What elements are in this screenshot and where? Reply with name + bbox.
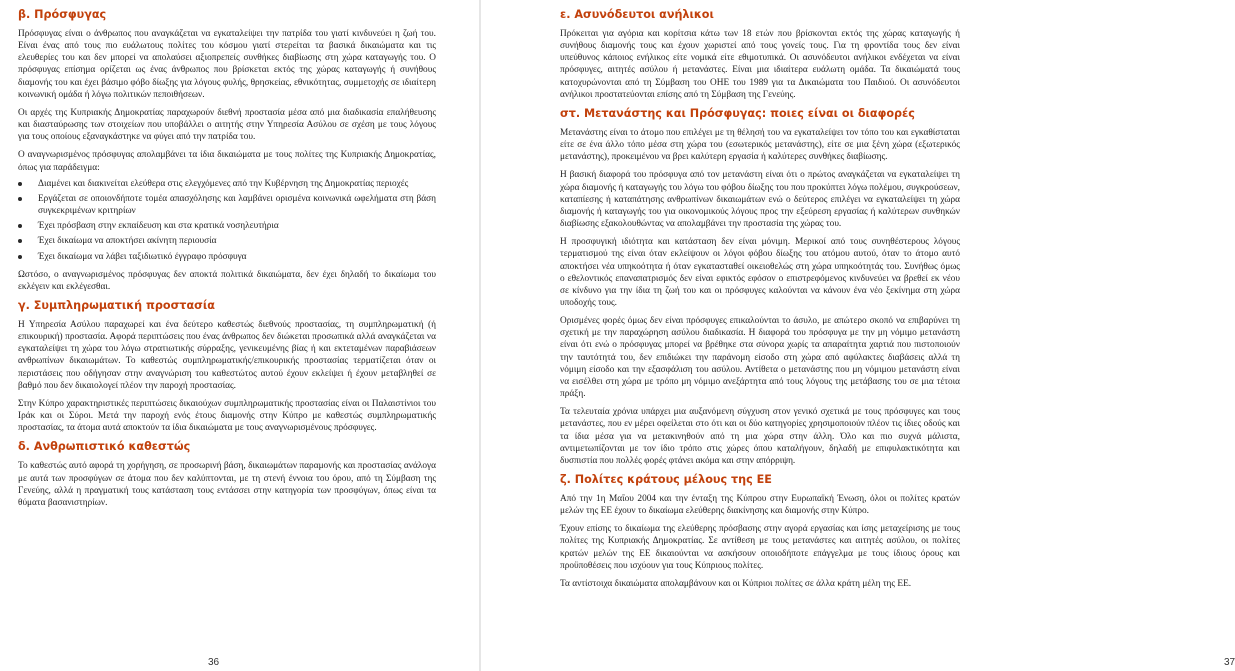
bullet-icon <box>18 182 22 186</box>
paragraph: Έχουν επίσης το δικαίωμα της ελεύθερης πρόσβασης στην αγορά εργασίας και ίσης μεταχείρισης με τους πολίτες της Κυπριακής Δημοκρατίας. Σε αντίθεση με τους μετανάστες και αιτητές ασύλου, οι πολίτες κρατών μελών της ΕΕ δικαιούνται να ασκήσουν οποιοδήποτε επάγγελμα με τους ίδιους όρους και προϋποθέσεις που ισχύουν για τους Κύπριους πολίτες. <box>560 524 960 571</box>
list-item-text: Εργάζεται σε οποιονδήποτε τομέα απασχόλησης και λαμβάνει ορισμένα κοινωνικά ωφελήματα στη βάση συγκεκριμένων κριτηρίων <box>38 193 436 217</box>
heading-humanitarian-status: δ. Ανθρωπιστικό καθεστώς <box>18 440 191 454</box>
paragraph: Στην Κύπρο χαρακτηριστικές περιπτώσεις δικαιούχων συμπληρωματικής προστασίας είναι οι Παλαιστίνιοι του Ιράκ και οι Σύροι. Μετά την παροχή ενός έτους διαμονής στην Κύπρο με καθεστώς συμπληρωματικής προστασίας, τα άτομα αυτά αποκτούν τα ίδια δικαιώματα με τους αναγνωρισμένους πρόσφυγες. <box>18 398 436 434</box>
heading-migrant-vs-refugee: στ. Μετανάστης και Πρόσφυγας: ποιες είναι οι διαφορές <box>560 106 915 120</box>
bullet-icon <box>18 255 22 259</box>
paragraph: Οι αρχές της Κυπριακής Δημοκρατίας παραχωρούν διεθνή προστασία μέσα από μια διαδικασία επαλήθευσης και διασταύρωσης των στοιχείων που υποβάλλει ο αιτητής στην Υπηρεσία Ασύλου σε σχέση με τους λόγους για τους οποίους εξαναγκάστηκε να φύγει από την πατρίδα του. <box>18 107 436 143</box>
page-number: 36 <box>208 657 220 668</box>
list-item <box>18 193 436 217</box>
bullet-icon <box>18 197 22 201</box>
paragraph: Το καθεστώς αυτό αφορά τη χορήγηση, σε προσωρινή βάση, δικαιωμάτων παραμονής και προστασίας ανάλογα με αυτά των προσφύγων σε άτομα που δεν καλύπτονται, με τη στενή έννοια του όρου, από τη Σύμβαση της Γενεύης, αλλά η πραγματική τους κατάσταση τους εντάσσει στην κατηγορία των προσφύγων, όπως είναι τα θύματα βασανιστηρίων. <box>18 461 436 508</box>
right-column <box>560 8 960 596</box>
rights-list <box>18 178 436 263</box>
heading-eu-citizens: ζ. Πολίτες κράτους μέλους της ΕΕ <box>560 473 772 486</box>
bullet-icon <box>18 239 22 243</box>
list-item <box>18 235 436 247</box>
paragraph: Μετανάστης είναι το άτομο που επιλέγει με τη θέλησή του να εγκαταλείψει τον τόπο του και εγκαθίσταται είτε σε ένα άλλο τόπο μέσα στη χώρα του (εσωτερικός μετανάστης), είτε σε μια ξένη χώρα (εξωτερικός μετανάστης), προκειμένου να βρει καλύτερη εργασία ή καλύτερες συνθήκες διαβίωσης. <box>560 127 960 163</box>
paragraph: Ο αναγνωρισμένος πρόσφυγας απολαμβάνει τα ίδια δικαιώματα με τους πολίτες της Κυπριακής Δημοκρατίας, όπως για παράδειγμα: <box>18 150 436 173</box>
list-item-text: Έχει δικαίωμα να λάβει ταξιδιωτικό έγγραφο πρόσφυγα <box>38 251 247 262</box>
paragraph: Ωστόσο, ο αναγνωρισμένος πρόσφυγας δεν αποκτά πολιτικά δικαιώματα, δεν έχει δηλαδή το δικαίωμα του εκλέγειν και εκλέγεσθαι. <box>18 269 436 292</box>
paragraph: Η βασική διαφορά του πρόσφυγα από τον μετανάστη είναι ότι ο πρώτος αναγκάζεται να εγκαταλείψει τη χώρα διαμονής ή καταγωγής του λόγω του φόβου δίωξης του που προκύπτει λόγω πολέμου, συγκρούσεων, καταπίεσης ή καταπάτησης ανθρωπίνων δικαιωμάτων ενώ ο δεύτερος επιλέγει να εγκαταλείψει τη χώρα διαμονής ή καταγωγής του για οικονομικούς λόγους προς την εξεύρεση εργασίας ή καλύτερων συνθηκών διαβίωσης εξακολουθώντας να απολαμβάνει την προστασία της χώρας του. <box>560 170 960 230</box>
heading-refugee: β. Πρόσφυγας <box>18 8 107 21</box>
list-item-text: Έχει δικαίωμα να αποκτήσει ακίνητη περιουσία <box>38 236 217 247</box>
paragraph: Από την 1η Μαΐου 2004 και την ένταξη της Κύπρου στην Ευρωπαϊκή Ένωση, όλοι οι πολίτες κρατών μελών της ΕΕ έχουν το δικαίωμα ελεύθερης διακίνησης και διαμονής στην Κύπρο. <box>560 494 960 517</box>
list-item <box>18 220 436 232</box>
paragraph: Τα τελευταία χρόνια υπάρχει μια αυξανόμενη σύγχυση στον γενικό σχετικά με τους πρόσφυγες και τους μετανάστες, που εν μέρει οφείλεται στο ότι και οι δύο κατηγορίες χρησιμοποιούν πλέον τις ίδιες οδούς και τα ίδια μέσα για να μετακινηθούν από τη μια χώρα στην άλλη. Όλο και πιο συχνά μάλιστα, αντιμετωπίζονται με τον ίδιο τρόπο στις χώρες όπου καταλήγουν, δηλαδή με επιφυλακτικότητα και δυσπιστία που πολλές φορές φτάνει ακόμα και στην απόρριψη. <box>560 407 960 466</box>
paragraph: Η προσφυγική ιδιότητα και κατάσταση δεν είναι μόνιμη. Μερικοί από τους συνηθέστερους λόγους τερματισμού της είναι όταν εκλείψουν οι λόγοι φόβου δίωξης του ατόμου αυτού, όταν το άτομο αυτό αποκτήσει νέα υπηκοότητα ή όταν εγκατασταθεί οικειοθελώς στη χώρα υπηκοότητάς του. Συνήθως όμως ο εθελοντικός επαναπατρισμός δεν είναι εφικτός εφόσον ο επιστρεφόμενος κινδυνεύει να βρεθεί εκ νέου σε κίνδυνο για την ίδια τη ζωή του και οι πρόσφυγες καλούνται να κάνουν ένα νέο ξεκίνημα στη χώρα υποδοχής τους. <box>560 237 960 308</box>
paragraph: Πρόσφυγας είναι ο άνθρωπος που αναγκάζεται να εγκαταλείψει την πατρίδα του γιατί κινδυνεύει η ζωή του. Είναι ένας από τους πιο ευάλωτους πολίτες του κόσμου γιατί στερείται τα βασικά δικαιώματα και τις ελευθερίες του και δεν μπορεί να απολαύσει αξιοπρεπείς συνθήκες διαβίωσης στη χώρα καταγωγής του. Ο πρόσφυγας επίσημα ορίζεται ως ένας άνθρωπος που βρίσκεται εκτός της χώρας καταγωγής ή συνήθους διαμονής του και έχει βάσιμο φόβο δίωξης για λόγους φυλής, θρησκείας, εθνικότητας, συμμετοχής σε ιδιαίτερη κοινωνική ομάδα ή λόγω πολιτικών πεποιθήσεων. <box>18 29 436 100</box>
paragraph: Ορισμένες φορές όμως δεν είναι πρόσφυγες επικαλούνται το άσυλο, με απώτερο σκοπό να επιβαρύνει τη σχετική με την παραχώρηση ασύλου διαδικασία. Η διαφορά του πρόσφυγα με την μη νόμιμο μετανάστη είναι ότι ενώ ο πρόσφυγας μπορεί να βρέθηκε στα σύνορα χωρίς τα απαραίτητα χαρτιά που πιστοποιούν την ταυτότητά του, δεν επιδιώκει την παράνομη είσοδο στη χώρα από αφύλακτες διαβάσεις αλλά τη νόμιμη είσοδο και την εξασφάλιση του ασύλου. Αντίθετα ο μετανάστης που μη νόμιμου μετανάστη είναι να εισέλθει στη χώρα με τρόπο μη νόμιμο ανεξάρτητα από τους λόγους της μετάβασης του σε μια τέτοια πράξη. <box>560 316 960 400</box>
right-page <box>480 0 1235 671</box>
list-item-text: Διαμένει και διακινείται ελεύθερα στις ελεγχόμενες από την Κυβέρνηση της Δημοκρατίας περιοχές <box>38 178 409 189</box>
bullet-icon <box>18 224 22 228</box>
paragraph: Η Υπηρεσία Ασύλου παραχωρεί και ένα δεύτερο καθεστώς διεθνούς προστασίας, τη συμπληρωματική (ή επικουρική) προστασία. Αφορά περιπτώσεις που ένας άνθρωπος δεν διώκεται προσωπικά αλλά αναγκάζεται να εγκαταλείψει τη χώρα του λόγω στρατιωτικής σύρραξης, γενικευμένης βίας ή και εκτεταμένων παραβιάσεων ανθρωπίνων δικαιωμάτων. Το καθεστώς συμπληρωματικής/επικουρικής προστασίας τερματίζεται όταν οι περιστάσεις που οδήγησαν στην αναγνώριση του καθεστώτος αυτού έχουν εκλείψει ή έχουν μεταβληθεί σε βαθμό που δεν δικαιολογεί πλέον την παροχή προστασίας. <box>18 319 436 391</box>
heading-unaccompanied-minors: ε. Ασυνόδευτοι ανήλικοι <box>560 8 714 21</box>
left-column <box>18 8 436 515</box>
paragraph: Πρόκειται για αγόρια και κορίτσια κάτω των 18 ετών που βρίσκονται εκτός της χώρας καταγωγής ή συνήθους διαμονής τους και έχουν χωριστεί από τους γονείς τους. Για τη φροντίδα τους δεν είναι υπεύθυνος κάποιος ενήλικος είτε νομικά είτε εθιμοτυπικά. Οι ασυνόδευτοι ανήλικοι ενδέχεται να είναι πρόσφυγες, αιτητές ασύλου ή μετανάστες. Είναι μια ιδιαίτερα ευάλωτη ομάδα. Τα δικαιώματά τους κατοχυρώνονται από τη Σύμβαση του ΟΗΕ του 1989 για τα Δικαιώματα του Παιδιού. Οι ασυνόδευτοι ανήλικοι προστατεύονται επίσης από τη Σύμβαση της Γενεύης. <box>560 29 960 100</box>
left-page <box>0 0 480 671</box>
page-number: 37 <box>1224 657 1235 668</box>
list-item <box>18 178 436 190</box>
list-item-text: Έχει πρόσβαση στην εκπαίδευση και στα κρατικά νοσηλευτήρια <box>38 221 279 232</box>
list-item <box>18 251 436 263</box>
heading-subsidiary-protection: γ. Συμπληρωματική προστασία <box>18 298 215 312</box>
paragraph: Τα αντίστοιχα δικαιώματα απολαμβάνουν και οι Κύπριοι πολίτες σε άλλα κράτη μέλη της ΕΕ. <box>560 578 912 589</box>
